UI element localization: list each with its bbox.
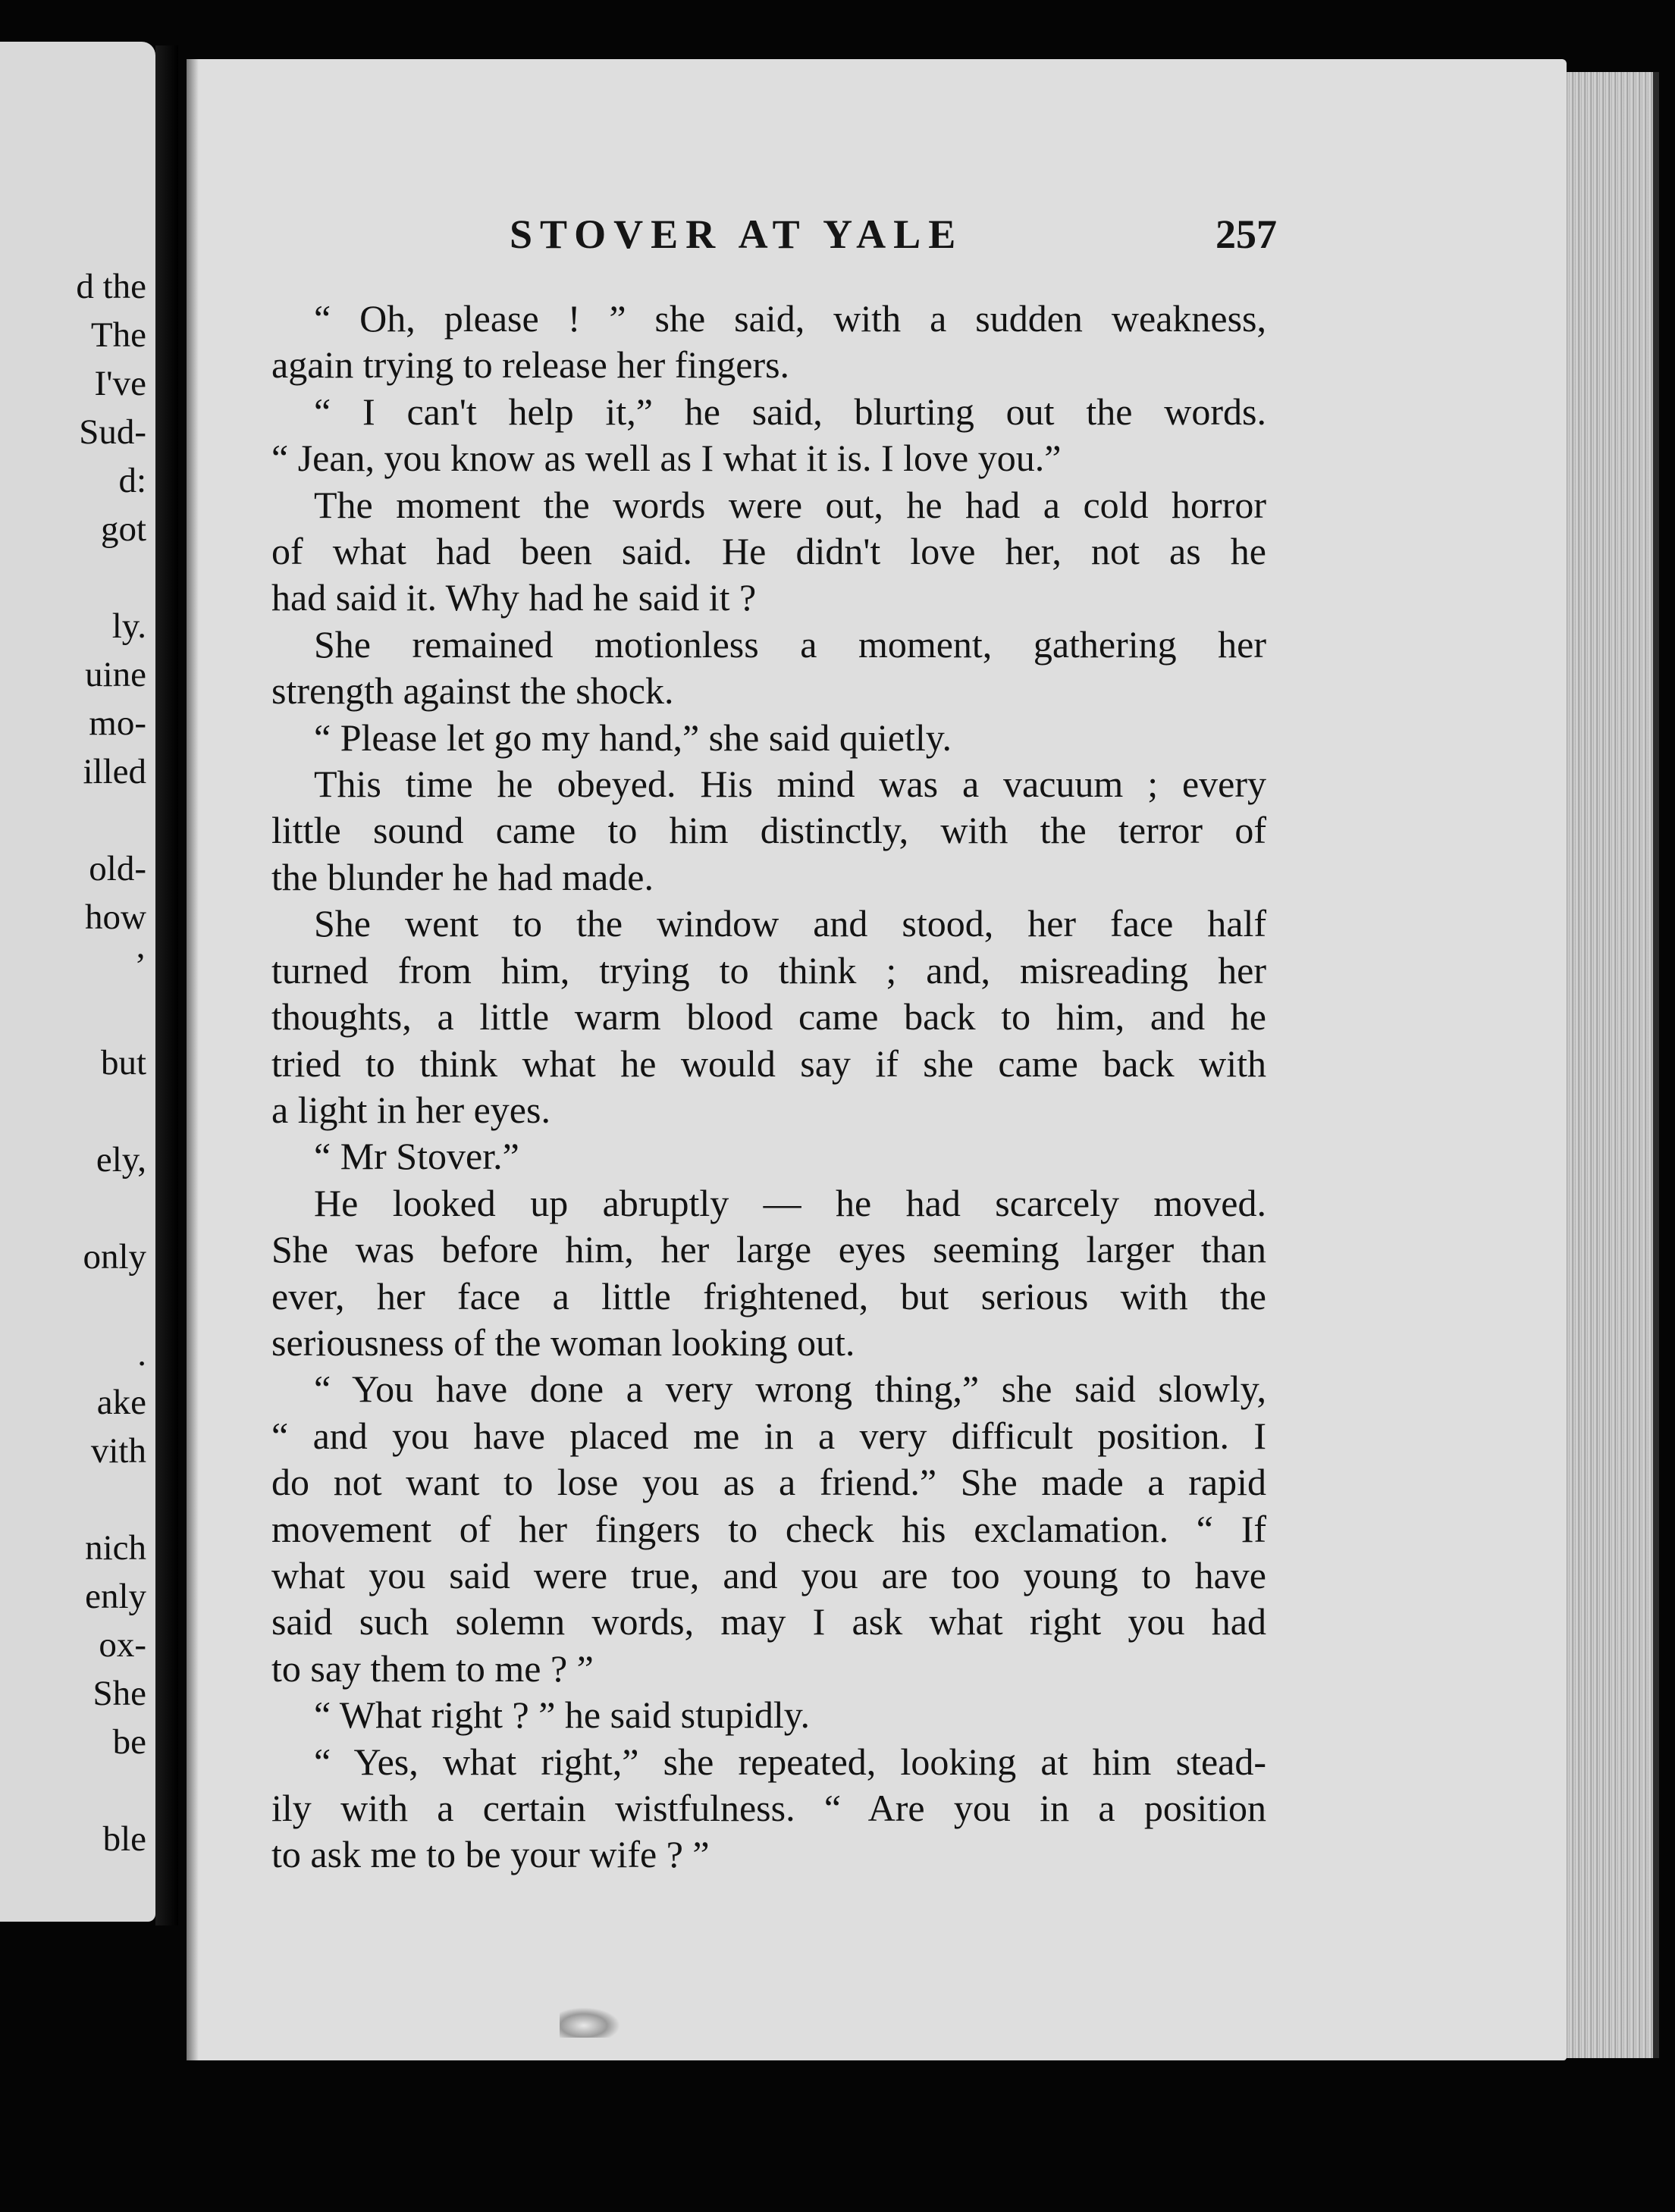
- text-line: ever, her face a little frightened, but serious with the: [271, 1274, 1266, 1317]
- left-page-fragment: ely,: [96, 1140, 146, 1180]
- left-page-fragment: how: [85, 898, 146, 937]
- book-gutter: [155, 45, 178, 1925]
- text-line: do not want to lose you as a friend.” She made a rapid: [271, 1461, 1266, 1504]
- text-line: “ Please let go my hand,” she said quietly.: [314, 716, 952, 759]
- text-line: He looked up abruptly — he had scarcely moved.: [314, 1181, 1266, 1224]
- text-line: strength against the shock.: [271, 669, 674, 713]
- text-line: “ and you have placed me in a very difficult position. I: [271, 1414, 1266, 1457]
- left-page-fragment: I've: [94, 364, 146, 403]
- text-line: movement of her fingers to check his exclamation. “ If: [271, 1507, 1266, 1550]
- left-page-fragment: She: [93, 1674, 146, 1713]
- left-page-fragment: illed: [83, 752, 146, 791]
- text-line: “ I can't help it,” he said, blurting out the words.: [314, 390, 1266, 433]
- text-line: little sound came to him distinctly, with the terror of: [271, 809, 1266, 852]
- text-line: “ Mr Stover.”: [314, 1135, 519, 1178]
- left-page-fragment: .: [137, 1334, 146, 1374]
- text-line: This time he obeyed. His mind was a vacuum ; every: [314, 763, 1266, 806]
- text-line: She went to the window and stood, her face half: [314, 902, 1266, 945]
- left-page-fragment: mo-: [89, 703, 146, 743]
- text-line: ily with a certain wistfulness. “ Are you in a position: [271, 1787, 1266, 1829]
- text-line: of what had been said. He didn't love her, not as he: [271, 530, 1266, 573]
- spine-shadow: [187, 59, 199, 2060]
- text-line: “ What right ? ” he said stupidly.: [314, 1693, 811, 1737]
- text-line: thoughts, a little warm blood came back to him, and he: [271, 995, 1266, 1039]
- left-page-fragment: be: [112, 1722, 146, 1762]
- text-line: the blunder he had made.: [271, 855, 654, 898]
- left-page-fragment: got: [100, 509, 146, 549]
- left-page-fragment: ble: [102, 1819, 146, 1859]
- page-header: [510, 211, 1277, 264]
- text-line: what you said were true, and you are too young to have: [271, 1553, 1266, 1596]
- left-page-fragment: ox-: [99, 1625, 146, 1665]
- text-line: The moment the words were out, he had a cold horror: [314, 483, 1266, 526]
- text-line: “ You have done a very wrong thing,” she said slowly,: [314, 1368, 1266, 1411]
- left-page-fragment: ake: [96, 1383, 146, 1422]
- left-page-fragment: The: [90, 315, 146, 355]
- text-line: to ask me to be your wife ? ”: [271, 1833, 710, 1876]
- left-page-fragment: only: [83, 1237, 146, 1277]
- left-page-fragment: d:: [118, 461, 146, 500]
- text-line: turned from him, trying to think ; and, misreading her: [271, 948, 1266, 992]
- text-line: again trying to release her fingers.: [271, 343, 790, 387]
- text-line: tried to think what he would say if she came back with: [271, 1042, 1266, 1085]
- left-page-fragment: old-: [89, 849, 146, 888]
- text-line: said such solemn words, may I ask what right you had: [271, 1600, 1266, 1643]
- left-page-fragment: vith: [90, 1431, 146, 1471]
- left-page-fragment: enly: [85, 1577, 146, 1616]
- text-line: “ Yes, what right,” she repeated, looking at him stead-: [314, 1740, 1266, 1783]
- text-line: She was before him, her large eyes seeming larger than: [271, 1228, 1266, 1271]
- text-line: She remained motionless a moment, gathering her: [314, 622, 1266, 666]
- text-line: had said it. Why had he said it ?: [271, 576, 757, 619]
- left-page-fragment: ’: [134, 946, 146, 985]
- left-facing-page: [0, 42, 155, 1922]
- left-page-fragment: ly.: [111, 606, 146, 646]
- text-line: “ Jean, you know as well as I what it is. I love you.”: [271, 437, 1062, 480]
- page-number: 257: [1215, 211, 1277, 257]
- text-line: “ Oh, please ! ” she said, with a sudden weakness,: [314, 297, 1266, 340]
- left-page-fragment: nich: [85, 1528, 146, 1568]
- left-page-fragment: Sud-: [79, 412, 146, 452]
- text-line: seriousness of the woman looking out.: [271, 1321, 855, 1364]
- body-text: [271, 296, 1266, 1878]
- running-title: STOVER AT YALE: [510, 211, 964, 257]
- text-line: a light in her eyes.: [271, 1088, 550, 1131]
- left-page-fragment: d the: [76, 267, 146, 306]
- left-page-fragment: uine: [85, 655, 146, 694]
- scan-smudge: [560, 2007, 620, 2038]
- text-line: to say them to me ? ”: [271, 1646, 594, 1690]
- left-page-fragment: but: [100, 1043, 146, 1083]
